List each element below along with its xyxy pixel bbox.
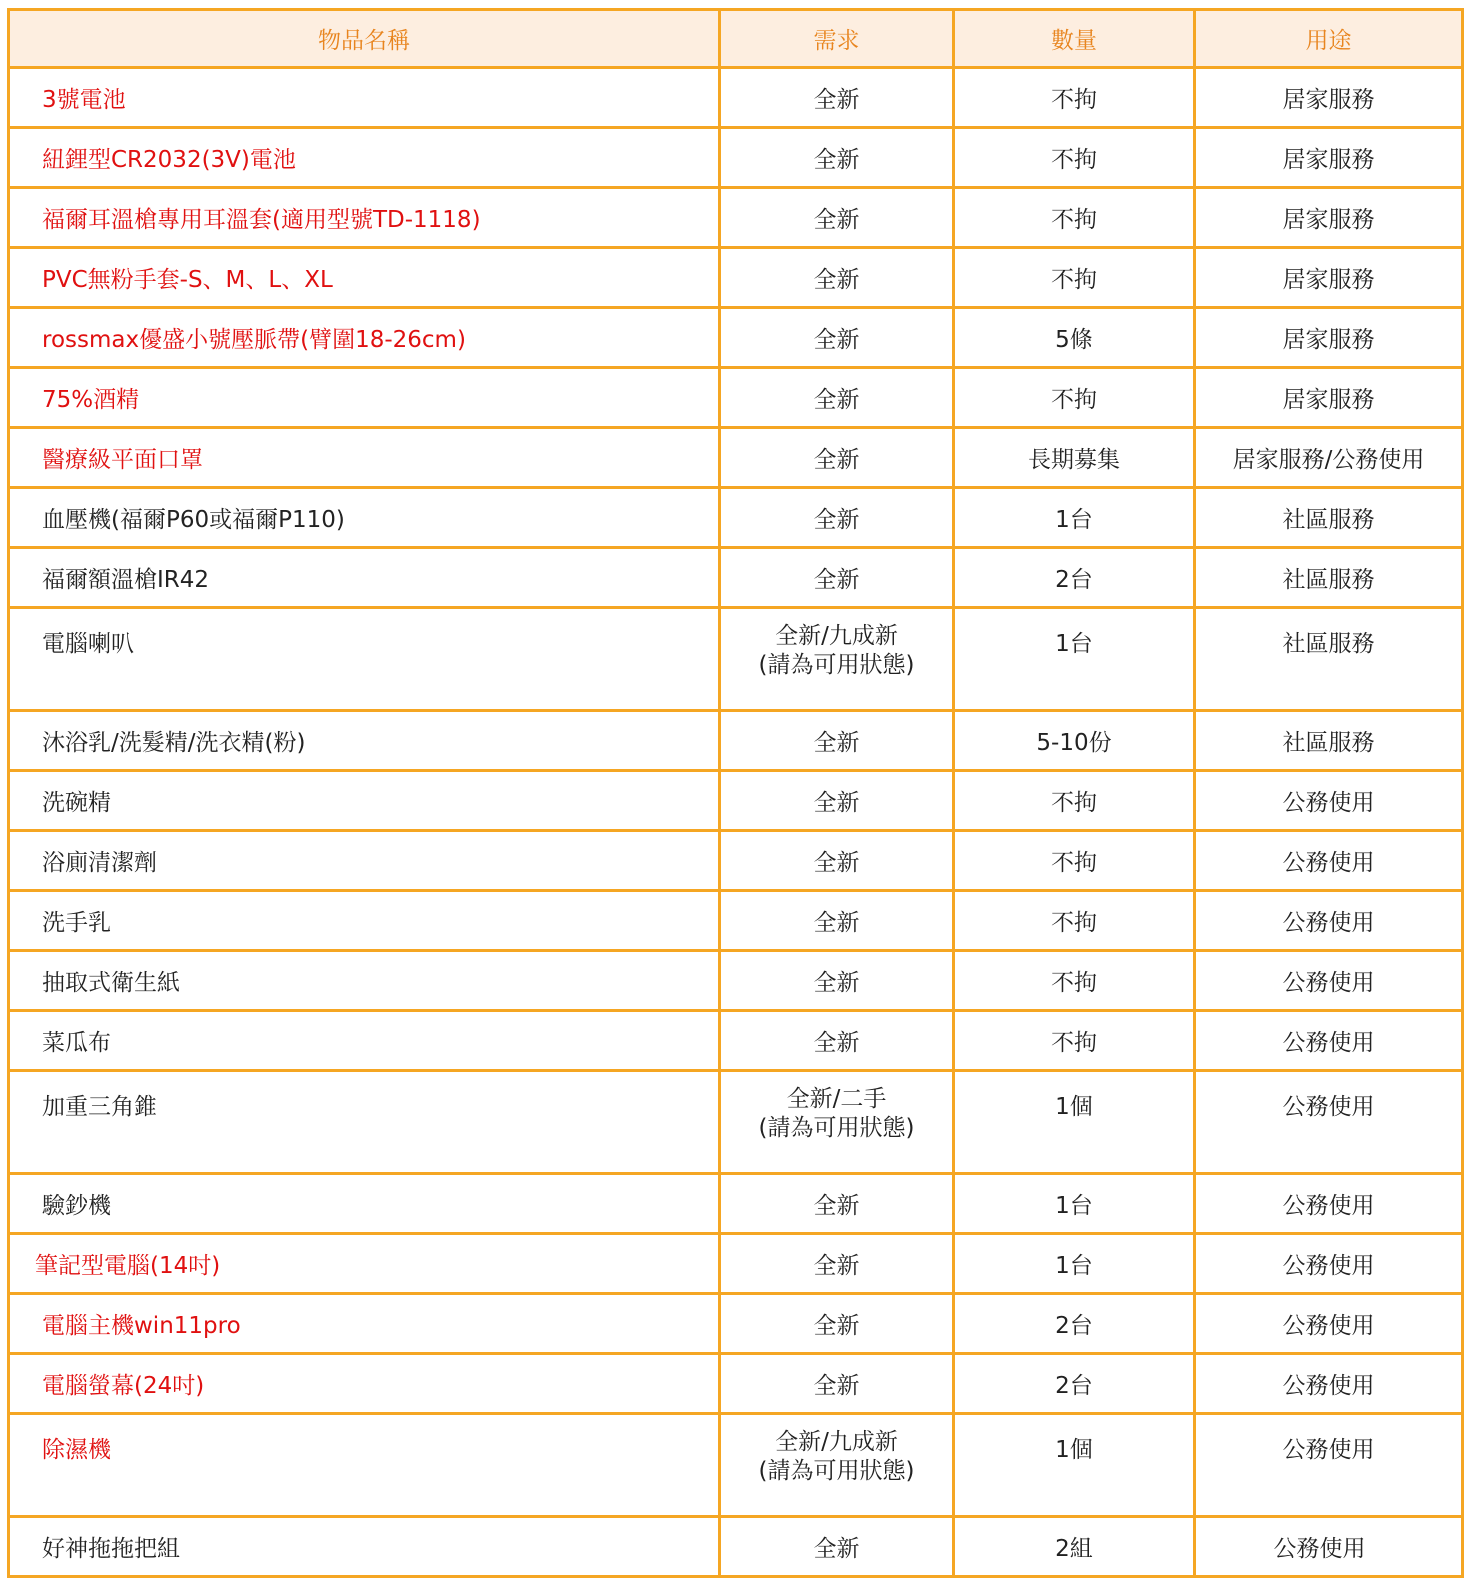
item-quantity: 1台: [954, 1234, 1195, 1294]
need-note: (請為可用狀態): [758, 1115, 915, 1141]
item-usage: 居家服務: [1195, 248, 1463, 308]
table-row: [9, 248, 1463, 308]
table-row: [9, 428, 1463, 488]
item-need: 全新: [720, 428, 954, 488]
table-row: [9, 1011, 1463, 1071]
item-usage: 公務使用: [1195, 1414, 1463, 1517]
item-quantity: 1個: [954, 1071, 1195, 1174]
item-usage: 居家服務: [1195, 188, 1463, 248]
need-text: 全新/九成新: [775, 623, 898, 649]
item-need: 全新: [720, 1174, 954, 1234]
table-row: [9, 1294, 1463, 1354]
item-usage: 公務使用: [1195, 891, 1463, 951]
item-need: 全新: [720, 951, 954, 1011]
item-need: 全新: [720, 368, 954, 428]
item-quantity: 2組: [954, 1517, 1195, 1577]
item-quantity: 不拘: [954, 188, 1195, 248]
item-quantity: 不拘: [954, 771, 1195, 831]
item-need: 全新: [720, 1517, 954, 1577]
item-quantity: 1台: [954, 488, 1195, 548]
item-name: 75%酒精: [9, 368, 720, 428]
item-name: 洗碗精: [9, 771, 720, 831]
item-need: 全新: [720, 248, 954, 308]
table-row: [9, 951, 1463, 1011]
header-quantity: 數量: [954, 10, 1195, 68]
item-name: 福爾耳溫槍專用耳溫套(適用型號TD-1118): [9, 188, 720, 248]
item-need: 全新: [720, 548, 954, 608]
item-usage: 居家服務: [1195, 68, 1463, 128]
table-row: [9, 1174, 1463, 1234]
item-name: 沐浴乳/洗髮精/洗衣精(粉): [9, 711, 720, 771]
item-name: 抽取式衛生紙: [9, 951, 720, 1011]
item-quantity: 5-10份: [954, 711, 1195, 771]
item-usage: 公務使用: [1195, 1354, 1463, 1414]
table-row: [9, 1071, 1463, 1174]
item-quantity: 2台: [954, 548, 1195, 608]
item-name: 電腦喇叭: [9, 608, 720, 711]
item-usage: 公務使用: [1195, 1174, 1463, 1234]
item-name: 驗鈔機: [9, 1174, 720, 1234]
table-row: [9, 1234, 1463, 1294]
item-name: 醫療級平面口罩: [9, 428, 720, 488]
item-need: 全新: [720, 891, 954, 951]
item-quantity: 不拘: [954, 68, 1195, 128]
item-name: 3號電池: [9, 68, 720, 128]
item-need: 全新: [720, 1354, 954, 1414]
need-text: 全新/二手: [786, 1086, 887, 1112]
table-row: [9, 608, 1463, 711]
table-row: [9, 308, 1463, 368]
item-need: 全新: [720, 1294, 954, 1354]
table-row: [9, 771, 1463, 831]
table-row: [9, 68, 1463, 128]
donation-needs-table: [7, 8, 1464, 1578]
item-quantity: 不拘: [954, 128, 1195, 188]
item-quantity: 不拘: [954, 831, 1195, 891]
item-quantity: 不拘: [954, 1011, 1195, 1071]
item-name: 加重三角錐: [9, 1071, 720, 1174]
table-header-row: [9, 10, 1463, 68]
item-name: 洗手乳: [9, 891, 720, 951]
table-row: [9, 488, 1463, 548]
item-need: [720, 608, 954, 711]
item-need: 全新: [720, 188, 954, 248]
item-usage: 公務使用: [1195, 1294, 1463, 1354]
item-quantity: 1個: [954, 1414, 1195, 1517]
item-name: 筆記型電腦(14吋): [9, 1234, 720, 1294]
item-name: 除濕機: [9, 1414, 720, 1517]
table-row: [9, 711, 1463, 771]
item-quantity: 不拘: [954, 248, 1195, 308]
item-name: 電腦主機win11pro: [9, 1294, 720, 1354]
item-name: PVC無粉手套-S、M、L、XL: [9, 248, 720, 308]
item-name: 血壓機(福爾P60或福爾P110): [9, 488, 720, 548]
table-row: [9, 1414, 1463, 1517]
item-usage: 公務使用: [1195, 1234, 1463, 1294]
table-row: [9, 831, 1463, 891]
item-quantity: 5條: [954, 308, 1195, 368]
item-need: 全新: [720, 1011, 954, 1071]
item-usage: 社區服務: [1195, 548, 1463, 608]
item-usage: 社區服務: [1195, 488, 1463, 548]
item-need: 全新: [720, 128, 954, 188]
item-need: 全新: [720, 711, 954, 771]
header-usage: 用途: [1195, 10, 1463, 68]
item-name: 浴廁清潔劑: [9, 831, 720, 891]
item-usage: 公務使用: [1195, 771, 1463, 831]
item-quantity: 2台: [954, 1354, 1195, 1414]
donation-needs-table-wrapper: [7, 8, 1461, 1578]
table-row: [9, 368, 1463, 428]
item-need: 全新: [720, 488, 954, 548]
item-quantity: 1台: [954, 1174, 1195, 1234]
item-quantity: 不拘: [954, 368, 1195, 428]
item-name: rossmax優盛小號壓脈帶(臂圍18-26cm): [9, 308, 720, 368]
item-quantity: 不拘: [954, 891, 1195, 951]
table-row: [9, 128, 1463, 188]
item-name: 好神拖拖把組: [9, 1517, 720, 1577]
item-quantity: 不拘: [954, 951, 1195, 1011]
item-need: 全新: [720, 1234, 954, 1294]
item-quantity: 長期募集: [954, 428, 1195, 488]
item-usage: 公務使用: [1195, 1011, 1463, 1071]
table-row: [9, 891, 1463, 951]
item-need: 全新: [720, 308, 954, 368]
item-usage: 公務使用: [1195, 831, 1463, 891]
item-name: 紐鋰型CR2032(3V)電池: [9, 128, 720, 188]
table-row: [9, 1354, 1463, 1414]
header-item-name: 物品名稱: [9, 10, 720, 68]
item-usage: 公務使用: [1195, 1517, 1463, 1577]
item-usage: 公務使用: [1195, 951, 1463, 1011]
need-note: (請為可用狀態): [758, 1458, 915, 1484]
table-row: [9, 188, 1463, 248]
table-row: [9, 548, 1463, 608]
item-need: 全新: [720, 771, 954, 831]
need-text: 全新/九成新: [775, 1429, 898, 1455]
header-need: 需求: [720, 10, 954, 68]
item-usage: 社區服務: [1195, 608, 1463, 711]
item-name: 福爾額溫槍IR42: [9, 548, 720, 608]
item-usage: 居家服務: [1195, 368, 1463, 428]
item-need: [720, 1071, 954, 1174]
item-usage: 公務使用: [1195, 1071, 1463, 1174]
item-quantity: 2台: [954, 1294, 1195, 1354]
item-need: [720, 1414, 954, 1517]
item-need: 全新: [720, 68, 954, 128]
item-quantity: 1台: [954, 608, 1195, 711]
item-usage: 社區服務: [1195, 711, 1463, 771]
item-name: 菜瓜布: [9, 1011, 720, 1071]
item-usage: 居家服務/公務使用: [1195, 428, 1463, 488]
item-need: 全新: [720, 831, 954, 891]
item-usage: 居家服務: [1195, 308, 1463, 368]
table-row: [9, 1517, 1463, 1577]
need-note: (請為可用狀態): [758, 652, 915, 678]
item-name: 電腦螢幕(24吋): [9, 1354, 720, 1414]
item-usage: 居家服務: [1195, 128, 1463, 188]
